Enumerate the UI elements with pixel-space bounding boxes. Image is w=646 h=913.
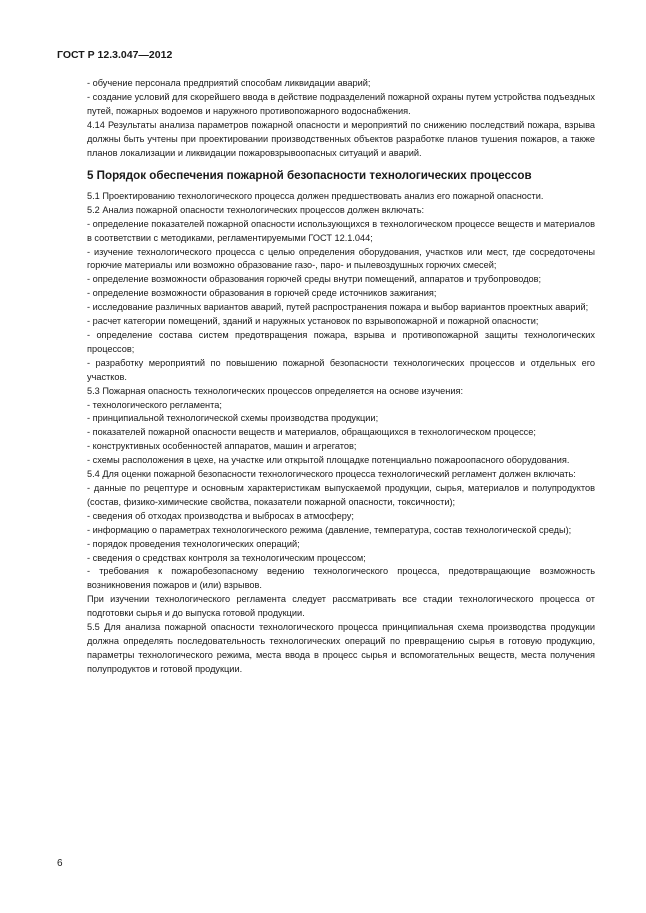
paragraph: - принципиальной технологической схемы производства продукции; bbox=[87, 413, 379, 424]
paragraph: - сведения о средствах контроля за технологическим процессом; bbox=[87, 552, 366, 563]
paragraph: - конструктивных особенностей аппаратов, машин и агрегатов; bbox=[87, 441, 357, 452]
paragraph: 5.2 Анализ пожарной опасности технологических процессов должен включать: bbox=[87, 204, 425, 215]
page-number: 6 bbox=[57, 858, 63, 869]
document-body bbox=[87, 77, 595, 677]
paragraph: - определение возможности образования в горючей среде источников зажигания; bbox=[87, 288, 437, 299]
paragraph: 4.14 Результаты анализа параметров пожарной опасности и мероприятий по снижению последствий пожара, взрыва должны быть учтены при проектировании производственных объектов разработке планов тушения пожаров, а также планов локализации и ликвидации пожаровзрывоопасных ситуаций и аварий. bbox=[87, 119, 595, 158]
paragraph: 5.4 Для оценки пожарной безопасности технологического процесса технологический регламент должен включать: bbox=[87, 469, 576, 480]
paragraph: - разработку мероприятий по повышению пожарной безопасности технологических процессов и отдельных его участков. bbox=[87, 357, 595, 382]
paragraph: - показателей пожарной опасности веществ и материалов, обращающихся в технологическом процессе; bbox=[87, 427, 536, 438]
paragraph: - определение возможности образования горючей среды внутри помещений, аппаратов и трубопроводов; bbox=[87, 274, 542, 285]
paragraph: - создание условий для скорейшего ввода в действие подразделений пожарной охраны путем устройства подъездных путей, пожарных водоемов и наружного противопожарного водоснабжения. bbox=[87, 91, 595, 116]
paragraph: - изучение технологического процесса с целью определения оборудования, участков или мест, где сосредоточены горючие материалы или возможно образование газо-, паро- и пылевоздушных горючих смесей; bbox=[87, 246, 595, 271]
paragraph: - расчет категории помещений, зданий и наружных установок по взрывопожарной и пожарной опасности; bbox=[87, 316, 539, 327]
paragraph: - сведения об отходах производства и выбросах в атмосферу; bbox=[87, 510, 354, 521]
paragraph: - обучение персонала предприятий способам ликвидации аварий; bbox=[87, 78, 371, 88]
section-heading: 5 Порядок обеспечения пожарной безопасности технологических процессов bbox=[87, 169, 532, 183]
paragraph: 5.3 Пожарная опасность технологических процессов определяется на основе изучения: bbox=[87, 385, 464, 396]
paragraph: - данные по рецептуре и основным характеристикам выпускаемой продукции, сырья, материалов и полупродуктов (состав, физико-химические свойства, показатели пожарной опасности, токсичности); bbox=[87, 482, 595, 507]
paragraph: - требования к пожаробезопасному ведению технологического процесса, предотвращающие возможность возникновения пожаров и (или) взрывов. bbox=[87, 566, 595, 591]
paragraph: - порядок проведения технологических операций; bbox=[87, 538, 300, 549]
paragraph: - исследование различных вариантов аварий, путей распространения пожара и выбор вариантов проектных аварий; bbox=[87, 302, 589, 313]
paragraph: При изучении технологического регламента следует рассматривать все стадии технологического процесса от подготовки сырья и до выпуска готовой продукции. bbox=[87, 594, 595, 619]
document-code-header: ГОСТ Р 12.3.047—2012 bbox=[57, 49, 173, 61]
paragraph: - схемы расположения в цехе, на участке или открытой площадке потенциально пожароопасного оборудования. bbox=[87, 455, 570, 466]
paragraph: - технологического регламента; bbox=[87, 399, 222, 410]
paragraph: - определение показателей пожарной опасности использующихся в технологическом процессе веществ и материалов в соответствии с методиками, регламентируемыми ГОСТ 12.1.044; bbox=[87, 218, 595, 243]
paragraph: - информацию о параметрах технологического режима (давление, температура, состав технологической среды); bbox=[87, 524, 572, 535]
paragraph: 5.1 Проектированию технологического процесса должен предшествовать анализ его пожарной опасности. bbox=[87, 190, 544, 201]
paragraph: 5.5 Для анализа пожарной опасности технологического процесса принципиальная схема производства продукции должна определять последовательность технологических операций по превращению сырья в готовую продукцию, параметры технологического режима, места ввода в процесс сырья и вспомогательных веществ, места получения полупродуктов и готовой продукции. bbox=[87, 622, 595, 674]
paragraph: - определение состава систем предотвращения пожара, взрыва и противопожарной защиты технологических процессов; bbox=[87, 330, 595, 354]
